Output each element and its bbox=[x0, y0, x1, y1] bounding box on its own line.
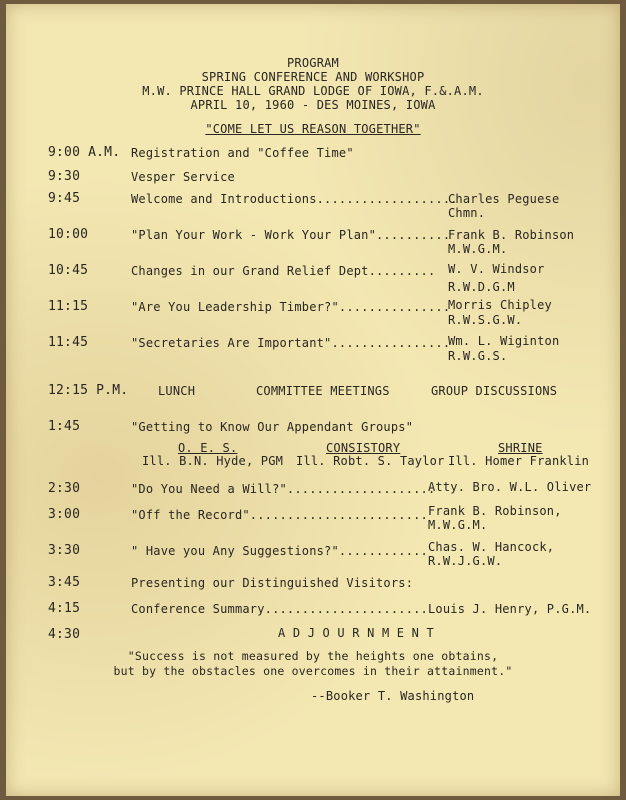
midday-committee: COMMITTEE MEETINGS bbox=[256, 384, 390, 398]
speaker-title: M.W.G.M. bbox=[448, 242, 508, 256]
schedule-time: 3:45 bbox=[48, 575, 81, 590]
schedule-item: Presenting our Distinguished Visitors: bbox=[131, 576, 414, 590]
speaker-name: Wm. L. Wiginton bbox=[448, 334, 560, 348]
schedule-item: Vesper Service bbox=[131, 170, 235, 184]
header-conference: SPRING CONFERENCE AND WORKSHOP bbox=[201, 70, 425, 84]
speaker-name: Louis J. Henry, P.G.M. bbox=[428, 602, 592, 616]
schedule-item: Registration and "Coffee Time" bbox=[131, 146, 354, 160]
midday-time: 12:15 P.M. bbox=[48, 383, 129, 398]
schedule-item: "Plan Your Work - Work Your Plan".......... bbox=[131, 228, 451, 242]
speaker-name: W. V. Windsor bbox=[448, 262, 545, 276]
speaker-name: Chas. W. Hancock, bbox=[428, 540, 555, 554]
quote-line-1: "Success is not measured by the heights one obtains, bbox=[127, 649, 499, 663]
speaker-name: Charles Peguese bbox=[448, 192, 560, 206]
schedule-time: 10:00 bbox=[48, 227, 89, 242]
schedule-item: "Secretaries Are Important"................ bbox=[131, 336, 451, 350]
quote-line-2: but by the obstacles one overcomes in their attainment." bbox=[113, 664, 513, 678]
schedule-item: " Have you Any Suggestions?"............ bbox=[131, 544, 428, 558]
speaker-title: R.W.S.G.W. bbox=[448, 313, 523, 327]
header-date: APRIL 10, 1960 - DES MOINES, IOWA bbox=[190, 98, 436, 112]
midday-lunch: LUNCH bbox=[158, 384, 196, 398]
quote-author: --Booker T. Washington bbox=[311, 689, 475, 703]
speaker-title: Chmn. bbox=[448, 206, 486, 220]
speaker-name: Morris Chipley bbox=[448, 298, 552, 312]
schedule-time: 3:00 bbox=[48, 507, 81, 522]
speaker-title: M.W.G.M. bbox=[428, 518, 488, 532]
schedule-item: "Do You Need a Will?".................... bbox=[131, 482, 436, 496]
schedule-time: 11:45 bbox=[48, 335, 89, 350]
schedule-item: "Are You Leadership Timber?"............... bbox=[131, 300, 451, 314]
group-leader-consistory: Ill. Robt. S. Taylor bbox=[296, 454, 445, 468]
schedule-time: 3:30 bbox=[48, 543, 81, 558]
header-lodge: M.W. PRINCE HALL GRAND LODGE OF IOWA, F.&.A.M. bbox=[142, 84, 484, 98]
group-name-consistory: CONSISTORY bbox=[326, 441, 401, 455]
adjournment: A D J O U R N M E N T bbox=[278, 626, 434, 640]
appendant-item: "Getting to Know Our Appendant Groups" bbox=[131, 420, 414, 434]
speaker-title: R.W.G.S. bbox=[448, 349, 508, 363]
close-time: 4:30 bbox=[48, 627, 81, 642]
schedule-item: Welcome and Introductions................... bbox=[131, 192, 458, 206]
schedule-time: 9:30 bbox=[48, 169, 81, 184]
schedule-item: Changes in our Grand Relief Dept......... bbox=[131, 264, 436, 278]
speaker-title: R.W.J.G.W. bbox=[428, 554, 503, 568]
schedule-time: 11:15 bbox=[48, 299, 89, 314]
group-leader-oes: Ill. B.N. Hyde, PGM bbox=[142, 454, 284, 468]
header-program: PROGRAM bbox=[287, 56, 339, 70]
schedule-item: Conference Summary...................... bbox=[131, 602, 428, 616]
schedule-time: 2:30 bbox=[48, 481, 81, 496]
schedule-time: 10:45 bbox=[48, 263, 89, 278]
midday-groups: GROUP DISCUSSIONS bbox=[431, 384, 558, 398]
group-leader-shrine: Ill. Homer Franklin bbox=[448, 454, 590, 468]
theme-title: "COME LET US REASON TOGETHER" bbox=[205, 122, 421, 136]
schedule-time: 4:15 bbox=[48, 601, 81, 616]
group-name-oes: O. E. S. bbox=[178, 441, 238, 455]
speaker-name: Frank B. Robinson bbox=[448, 228, 575, 242]
speaker-name: Frank B. Robinson, bbox=[428, 504, 562, 518]
appendant-time: 1:45 bbox=[48, 419, 81, 434]
speaker-title: R.W.D.G.M bbox=[448, 280, 515, 294]
schedule-time: 9:45 bbox=[48, 191, 81, 206]
schedule-time: 9:00 A.M. bbox=[48, 145, 121, 160]
group-name-shrine: SHRINE bbox=[498, 441, 543, 455]
schedule-item: "Off the Record"........................ bbox=[131, 508, 428, 522]
program-sheet bbox=[6, 4, 620, 796]
speaker-name: Atty. Bro. W.L. Oliver bbox=[428, 480, 592, 494]
